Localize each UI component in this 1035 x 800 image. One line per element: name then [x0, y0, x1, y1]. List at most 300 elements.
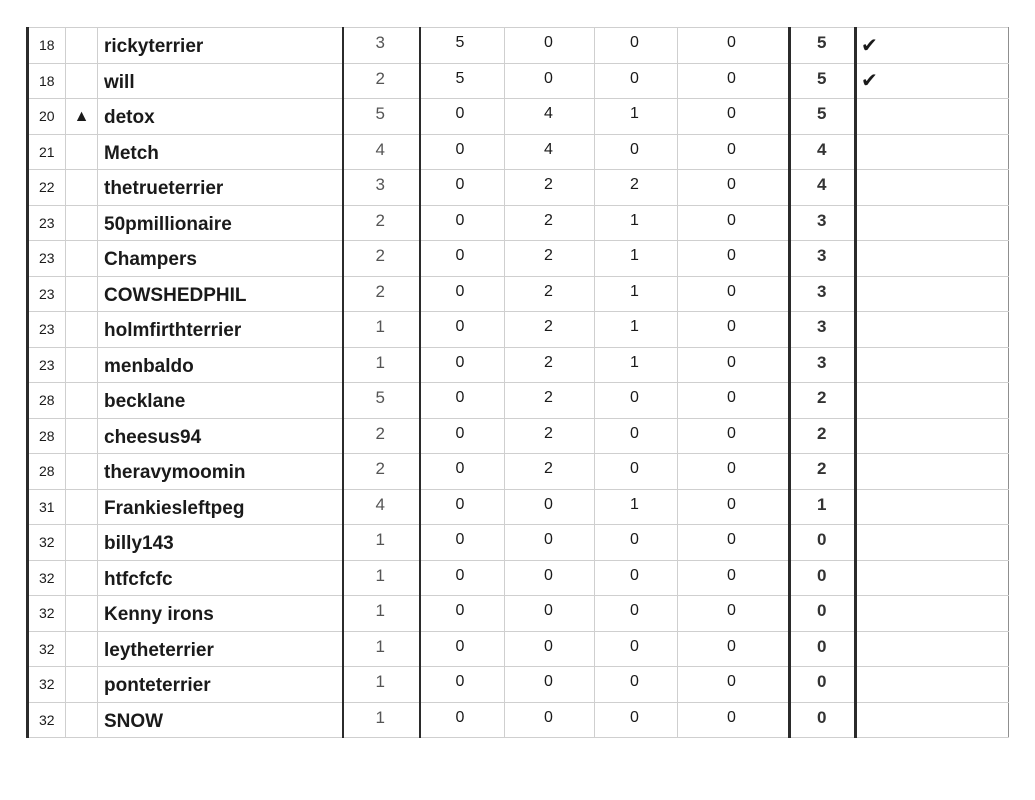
score-col-4-cell: [678, 383, 790, 419]
position-cell-text: 18: [39, 72, 55, 89]
player-name-cell: [98, 489, 343, 525]
score-col-2-cell: [505, 99, 595, 135]
played-cell-text: 5: [375, 388, 385, 408]
played-cell: [343, 702, 420, 738]
position-cell-text: 23: [39, 321, 55, 338]
total-points-cell-text: 1: [817, 494, 827, 514]
score-col-1-cell: [420, 205, 505, 241]
score-col-2-cell: [505, 241, 595, 277]
score-col-2-cell: [505, 454, 595, 490]
position-cell: [28, 454, 66, 490]
qualified-check-icon: [856, 205, 1009, 241]
score-col-3-cell: [595, 205, 678, 241]
table-row: [28, 276, 1009, 312]
qualified-check-icon: [856, 312, 1009, 348]
table-row: [28, 205, 1009, 241]
score-col-3-cell: [595, 312, 678, 348]
score-col-2-cell-text: 2: [544, 211, 553, 229]
position-cell-text: 20: [39, 108, 55, 125]
total-points-cell: [790, 596, 856, 632]
score-col-4-cell-text: 0: [727, 602, 736, 620]
score-col-4-cell: [678, 205, 790, 241]
movement-indicator: [66, 560, 98, 596]
position-cell: [28, 241, 66, 277]
table-row: [28, 489, 1009, 525]
score-col-2-cell-text: 2: [544, 353, 553, 371]
table-row: [28, 28, 1009, 64]
score-col-4-cell-text: 0: [727, 708, 736, 726]
score-col-1-cell-text: 0: [455, 602, 465, 620]
score-col-1-cell: [420, 241, 505, 277]
score-col-4-cell: [678, 489, 790, 525]
score-col-1-cell: [420, 28, 505, 64]
score-col-1-cell: [420, 560, 505, 596]
total-points-cell: [790, 454, 856, 490]
score-col-1-cell-text: 0: [455, 708, 465, 726]
total-points-cell: [790, 63, 856, 99]
position-cell: [28, 312, 66, 348]
qualified-check-icon-text: ✔: [861, 34, 878, 57]
position-cell: [28, 63, 66, 99]
score-col-2-cell-text: 2: [544, 424, 553, 442]
score-col-1-cell: [420, 312, 505, 348]
total-points-cell: [790, 205, 856, 241]
score-col-2-cell: [505, 667, 595, 703]
total-points-cell: [790, 667, 856, 703]
played-cell: [343, 347, 420, 383]
position-cell: [28, 170, 66, 206]
qualified-check-icon: [856, 134, 1009, 170]
score-col-1-cell: [420, 99, 505, 135]
player-name-cell-text: rickyterrier: [104, 36, 204, 58]
score-col-3-cell-text: 0: [630, 708, 639, 726]
score-col-3-cell-text: 0: [630, 34, 639, 52]
score-col-4-cell-text: 0: [727, 282, 736, 300]
table-row: [28, 525, 1009, 561]
total-points-cell: [790, 170, 856, 206]
player-name-cell-text: 50pmillionaire: [104, 213, 232, 235]
score-col-2-cell-text: 0: [544, 602, 553, 620]
score-col-4-cell-text: 0: [727, 140, 736, 158]
score-col-3-cell-text: 0: [630, 140, 639, 158]
table-row: [28, 596, 1009, 632]
score-col-1-cell-text: 0: [455, 389, 465, 407]
total-points-cell-text: 0: [817, 565, 827, 585]
qualified-check-icon: [856, 170, 1009, 206]
player-name-cell-text: cheesus94: [104, 426, 202, 448]
movement-indicator: [66, 454, 98, 490]
player-name-cell-text: Kenny irons: [104, 604, 214, 626]
movement-indicator: [66, 702, 98, 738]
position-cell: [28, 276, 66, 312]
played-cell-text: 1: [375, 317, 385, 337]
score-col-3-cell: [595, 631, 678, 667]
player-name-cell-text: COWSHEDPHIL: [104, 284, 247, 306]
player-name-cell: [98, 667, 343, 703]
qualified-check-icon: [856, 276, 1009, 312]
score-col-1-cell: [420, 383, 505, 419]
movement-indicator: [66, 276, 98, 312]
position-cell: [28, 702, 66, 738]
position-cell-text: 28: [39, 427, 55, 444]
score-col-1-cell-text: 0: [455, 353, 465, 371]
table-row: [28, 134, 1009, 170]
total-points-cell: [790, 28, 856, 64]
score-col-2-cell: [505, 525, 595, 561]
total-points-cell-text: 0: [817, 672, 827, 692]
player-name-cell: [98, 134, 343, 170]
score-col-1-cell: [420, 489, 505, 525]
score-col-2-cell: [505, 631, 595, 667]
played-cell-text: 1: [375, 530, 385, 550]
score-col-1-cell-text: 0: [455, 460, 465, 478]
score-col-3-cell: [595, 347, 678, 383]
score-col-4-cell: [678, 28, 790, 64]
qualified-check-icon: [856, 63, 1009, 99]
player-name-cell-text: ponteterrier: [104, 675, 211, 697]
score-col-1-cell-text: 5: [455, 69, 465, 87]
played-cell: [343, 560, 420, 596]
score-col-3-cell-text: 0: [630, 637, 639, 655]
table-row: [28, 383, 1009, 419]
score-col-2-cell-text: 2: [544, 282, 553, 300]
position-cell-text: 32: [39, 640, 55, 657]
score-col-4-cell-text: 0: [727, 495, 736, 513]
total-points-cell: [790, 489, 856, 525]
score-col-2-cell-text: 2: [544, 460, 553, 478]
table-row: [28, 418, 1009, 454]
player-name-cell: [98, 205, 343, 241]
played-cell: [343, 631, 420, 667]
score-col-2-cell-text: 4: [544, 140, 553, 158]
total-points-cell-text: 2: [817, 388, 827, 408]
player-name-cell-text: menbaldo: [104, 355, 194, 377]
position-cell-text: 32: [39, 534, 55, 551]
score-col-2-cell: [505, 170, 595, 206]
score-col-4-cell: [678, 170, 790, 206]
score-col-1-cell-text: 0: [455, 247, 465, 265]
score-col-3-cell: [595, 383, 678, 419]
movement-indicator-text: ▲: [73, 108, 90, 126]
score-col-4-cell-text: 0: [727, 105, 736, 123]
score-col-4-cell-text: 0: [727, 424, 736, 442]
score-col-1-cell-text: 0: [455, 282, 465, 300]
score-col-2-cell-text: 2: [544, 389, 553, 407]
score-col-2-cell-text: 0: [544, 566, 553, 584]
player-name-cell-text: becklane: [104, 391, 186, 413]
position-cell: [28, 525, 66, 561]
qualified-check-icon: [856, 596, 1009, 632]
table-row: [28, 667, 1009, 703]
movement-indicator: [66, 170, 98, 206]
position-cell: [28, 134, 66, 170]
total-points-cell-text: 0: [817, 707, 827, 727]
played-cell: [343, 525, 420, 561]
table-row: [28, 560, 1009, 596]
movement-indicator: [66, 596, 98, 632]
score-col-3-cell-text: 1: [630, 495, 639, 513]
score-col-2-cell-text: 2: [544, 318, 553, 336]
movement-indicator: [66, 525, 98, 561]
movement-indicator: [66, 241, 98, 277]
score-col-3-cell-text: 0: [630, 602, 639, 620]
qualified-check-icon: [856, 489, 1009, 525]
played-cell-text: 2: [375, 68, 385, 88]
position-cell: [28, 99, 66, 135]
total-points-cell-text: 5: [817, 68, 827, 88]
total-points-cell-text: 2: [817, 459, 827, 479]
total-points-cell: [790, 134, 856, 170]
total-points-cell-text: 3: [817, 317, 827, 337]
score-col-1-cell-text: 0: [455, 637, 465, 655]
score-col-1-cell-text: 0: [455, 140, 465, 158]
score-col-2-cell-text: 2: [544, 176, 553, 194]
score-col-1-cell-text: 0: [455, 105, 465, 123]
player-name-cell: [98, 631, 343, 667]
table-body: [28, 28, 1009, 738]
score-col-2-cell-text: 4: [544, 105, 553, 123]
score-col-4-cell: [678, 312, 790, 348]
score-col-3-cell-text: 1: [630, 353, 639, 371]
score-col-2-cell: [505, 347, 595, 383]
score-col-3-cell-text: 0: [630, 389, 639, 407]
table-row: [28, 63, 1009, 99]
played-cell-text: 1: [375, 636, 385, 656]
score-col-2-cell-text: 2: [544, 247, 553, 265]
player-name-cell: [98, 418, 343, 454]
player-name-cell-text: htfcfcfc: [104, 568, 173, 590]
player-name-cell: [98, 596, 343, 632]
played-cell: [343, 205, 420, 241]
score-col-1-cell-text: 0: [455, 495, 465, 513]
player-name-cell: [98, 241, 343, 277]
score-col-3-cell-text: 0: [630, 673, 639, 691]
score-col-1-cell: [420, 667, 505, 703]
position-cell: [28, 596, 66, 632]
position-cell: [28, 418, 66, 454]
score-col-4-cell: [678, 418, 790, 454]
player-name-cell: [98, 560, 343, 596]
position-cell-text: 32: [39, 569, 55, 586]
score-col-1-cell: [420, 631, 505, 667]
position-cell-text: 28: [39, 463, 55, 480]
score-col-4-cell: [678, 702, 790, 738]
score-col-3-cell: [595, 667, 678, 703]
score-col-4-cell-text: 0: [727, 637, 736, 655]
score-col-1-cell: [420, 418, 505, 454]
total-points-cell-text: 3: [817, 246, 827, 266]
score-col-1-cell-text: 0: [455, 424, 465, 442]
played-cell: [343, 170, 420, 206]
player-name-cell-text: detox: [104, 107, 155, 129]
played-cell-text: 1: [375, 707, 385, 727]
movement-indicator: [66, 312, 98, 348]
score-col-3-cell: [595, 596, 678, 632]
score-col-4-cell-text: 0: [727, 460, 736, 478]
qualified-check-icon: [856, 631, 1009, 667]
total-points-cell-text: 3: [817, 352, 827, 372]
score-col-1-cell: [420, 702, 505, 738]
total-points-cell: [790, 276, 856, 312]
total-points-cell-text: 0: [817, 636, 827, 656]
score-col-1-cell-text: 0: [455, 318, 465, 336]
total-points-cell-text: 3: [817, 281, 827, 301]
qualified-check-icon: [856, 560, 1009, 596]
played-cell-text: 1: [375, 352, 385, 372]
total-points-cell-text: 0: [817, 530, 827, 550]
total-points-cell: [790, 560, 856, 596]
player-name-cell-text: Frankiesleftpeg: [104, 497, 245, 519]
position-cell-text: 23: [39, 214, 55, 231]
played-cell: [343, 454, 420, 490]
score-col-2-cell-text: 0: [544, 673, 553, 691]
total-points-cell: [790, 418, 856, 454]
played-cell-text: 2: [375, 281, 385, 301]
position-cell-text: 23: [39, 250, 55, 267]
total-points-cell: [790, 525, 856, 561]
player-name-cell-text: billy143: [104, 533, 174, 555]
played-cell: [343, 63, 420, 99]
score-col-2-cell-text: 0: [544, 708, 553, 726]
player-name-cell: [98, 276, 343, 312]
score-col-4-cell: [678, 596, 790, 632]
played-cell-text: 3: [375, 33, 385, 53]
played-cell: [343, 489, 420, 525]
movement-indicator: [66, 99, 98, 135]
score-col-1-cell-text: 0: [455, 531, 465, 549]
total-points-cell: [790, 631, 856, 667]
score-col-4-cell: [678, 276, 790, 312]
played-cell-text: 1: [375, 672, 385, 692]
table-row: [28, 454, 1009, 490]
player-name-cell: [98, 347, 343, 383]
qualified-check-icon: [856, 525, 1009, 561]
played-cell: [343, 312, 420, 348]
player-name-cell-text: thetrueterrier: [104, 178, 224, 200]
qualified-check-icon: [856, 347, 1009, 383]
score-col-3-cell: [595, 276, 678, 312]
score-col-2-cell-text: 0: [544, 495, 553, 513]
score-col-3-cell: [595, 418, 678, 454]
score-col-4-cell-text: 0: [727, 69, 736, 87]
score-col-3-cell-text: 0: [630, 424, 639, 442]
total-points-cell-text: 2: [817, 423, 827, 443]
score-col-2-cell: [505, 702, 595, 738]
score-col-2-cell: [505, 134, 595, 170]
score-col-1-cell-text: 0: [455, 673, 465, 691]
score-col-3-cell: [595, 99, 678, 135]
score-col-4-cell-text: 0: [727, 389, 736, 407]
total-points-cell-text: 5: [817, 104, 827, 124]
position-cell-text: 21: [39, 143, 55, 160]
table-row: [28, 347, 1009, 383]
score-col-4-cell: [678, 134, 790, 170]
score-col-4-cell-text: 0: [727, 318, 736, 336]
played-cell: [343, 134, 420, 170]
score-col-2-cell-text: 0: [544, 637, 553, 655]
total-points-cell-text: 3: [817, 210, 827, 230]
total-points-cell-text: 4: [817, 139, 827, 159]
score-col-2-cell: [505, 28, 595, 64]
player-name-cell-text: SNOW: [104, 710, 164, 732]
movement-indicator: [66, 205, 98, 241]
qualified-check-icon: [856, 418, 1009, 454]
score-col-2-cell: [505, 418, 595, 454]
score-col-4-cell: [678, 525, 790, 561]
total-points-cell: [790, 99, 856, 135]
score-col-4-cell-text: 0: [727, 353, 736, 371]
score-col-1-cell-text: 0: [455, 211, 465, 229]
score-col-4-cell: [678, 347, 790, 383]
played-cell-text: 3: [375, 175, 385, 195]
score-col-2-cell: [505, 383, 595, 419]
score-col-4-cell-text: 0: [727, 247, 736, 265]
score-col-4-cell-text: 0: [727, 673, 736, 691]
movement-indicator: [66, 347, 98, 383]
score-col-4-cell-text: 0: [727, 211, 736, 229]
qualified-check-icon: [856, 383, 1009, 419]
score-col-2-cell: [505, 312, 595, 348]
player-name-cell-text: leytheterrier: [104, 639, 214, 661]
score-col-3-cell: [595, 489, 678, 525]
movement-indicator: [66, 28, 98, 64]
score-col-4-cell: [678, 631, 790, 667]
position-cell-text: 18: [39, 37, 55, 54]
score-col-4-cell-text: 0: [727, 531, 736, 549]
player-name-cell: [98, 702, 343, 738]
played-cell-text: 2: [375, 423, 385, 443]
played-cell-text: 1: [375, 565, 385, 585]
score-col-3-cell: [595, 63, 678, 99]
position-cell-text: 32: [39, 605, 55, 622]
position-cell: [28, 631, 66, 667]
score-col-3-cell-text: 1: [630, 282, 639, 300]
score-col-1-cell: [420, 63, 505, 99]
score-col-4-cell: [678, 560, 790, 596]
score-col-4-cell: [678, 99, 790, 135]
qualified-check-icon-text: ✔: [861, 70, 878, 93]
position-cell: [28, 347, 66, 383]
score-col-4-cell: [678, 454, 790, 490]
score-col-3-cell-text: 2: [630, 176, 639, 194]
player-name-cell-text: holmfirthterrier: [104, 320, 242, 342]
score-col-4-cell: [678, 63, 790, 99]
score-col-3-cell: [595, 28, 678, 64]
score-col-3-cell-text: 1: [630, 318, 639, 336]
total-points-cell-text: 5: [817, 33, 827, 53]
played-cell-text: 2: [375, 210, 385, 230]
movement-indicator: [66, 667, 98, 703]
qualified-check-icon: [856, 702, 1009, 738]
score-col-2-cell: [505, 489, 595, 525]
movement-indicator: [66, 631, 98, 667]
played-cell-text: 2: [375, 246, 385, 266]
score-col-1-cell: [420, 170, 505, 206]
score-col-1-cell: [420, 454, 505, 490]
qualified-check-icon: [856, 454, 1009, 490]
score-col-3-cell-text: 1: [630, 211, 639, 229]
played-cell: [343, 28, 420, 64]
total-points-cell: [790, 241, 856, 277]
played-cell-text: 2: [375, 459, 385, 479]
score-col-3-cell: [595, 525, 678, 561]
movement-indicator: [66, 134, 98, 170]
position-cell: [28, 383, 66, 419]
qualified-check-icon: [856, 241, 1009, 277]
league-table: [26, 27, 1009, 738]
score-col-2-cell: [505, 276, 595, 312]
score-col-3-cell-text: 0: [630, 531, 639, 549]
